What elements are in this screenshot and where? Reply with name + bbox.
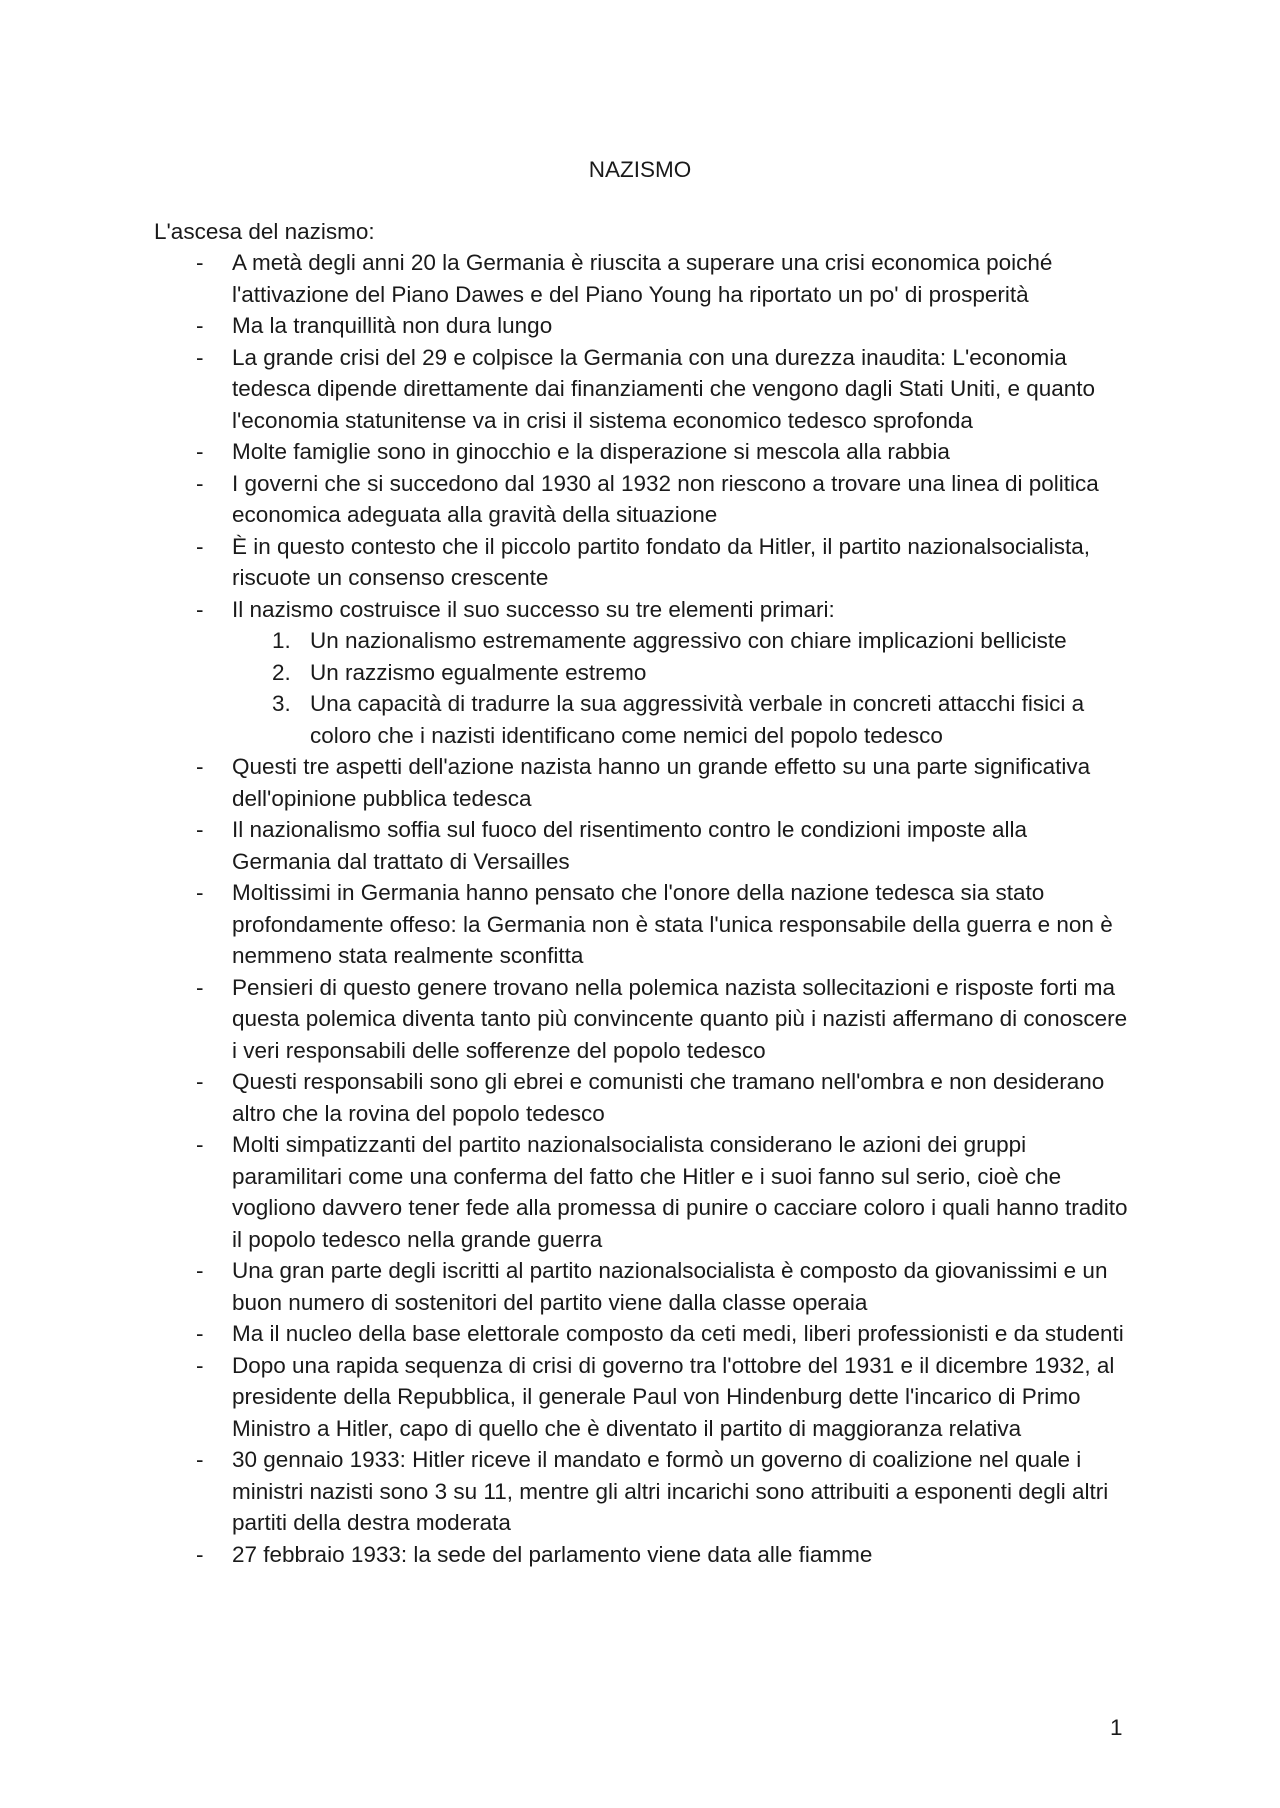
bullet-dash: - xyxy=(196,344,204,370)
list-item-text: Questi tre aspetti dell'azione nazista hanno un grande effetto su una parte significativa dell'opinione pubblica tedesca xyxy=(232,754,1091,811)
numbered-item-text: Una capacità di tradurre la sua aggressività verbale in concreti attacchi fisici a coloro che i nazisti identificano come nemici del popolo tedesco xyxy=(310,691,1085,748)
bullet-dash: - xyxy=(196,754,204,779)
list-item xyxy=(0,468,1132,531)
bullet-dash: - xyxy=(196,1541,204,1567)
list-item-text: A metà degli anni 20 la Germania è riuscita a superare una crisi economica poiché l'attivazione del Piano Dawes e del Piano Young ha riportato un po' di prosperità xyxy=(232,250,1053,307)
bullet-dash: - xyxy=(196,1352,204,1378)
list-item xyxy=(0,1129,1132,1255)
list-item-text: Pensieri di questo genere trovano nella polemica nazista sollecitazioni e risposte forti ma questa polemica diventa tanto più convincente quanto più i nazisti affermano di conoscere i veri responsabili delle sofferenze del popolo tedesco xyxy=(232,974,1128,1063)
list-item xyxy=(0,436,1132,468)
bullet-dash: - xyxy=(196,974,204,1000)
list-item xyxy=(0,531,1132,594)
list-item-text: Molti simpatizzanti del partito nazionalsocialista considerano le azioni dei gruppi paramilitari come una conferma del fatto che Hitler e i suoi fanno sul serio, cioè che vogliono davvero tener fede alla promessa di punire o cacciare coloro i quali hanno tradito il popolo tedesco nella grande guerra xyxy=(232,1132,1128,1252)
list-item xyxy=(0,342,1132,437)
bullet-dash: - xyxy=(196,470,204,496)
list-item xyxy=(0,1539,1132,1571)
list-item-text: Dopo una rapida sequenza di crisi di governo tra l'ottobre del 1931 e il dicembre 1932, al presidente della Repubblica, il generale Paul von Hindenburg dette l'incarico di Primo Ministro a Hitler, capo di quello che è diventato il partito di maggioranza relativa xyxy=(232,1352,1115,1441)
list-item-text: I governi che si succedono dal 1930 al 1932 non riescono a trovare una linea di politica economica adeguata alla gravità della situazione xyxy=(232,470,1099,527)
numbered-item-text: Un razzismo egualmente estremo xyxy=(310,659,647,685)
list-item xyxy=(0,1066,1132,1129)
bullet-dash: - xyxy=(196,313,204,338)
list-item-text: La grande crisi del 29 e colpisce la Germania con una durezza inaudita: L'economia tedesca dipende direttamente dai finanziamenti che vengono dagli Stati Uniti, e quanto l'economia statunitense va in crisi il sistema economico tedesco sprofonda xyxy=(232,344,1096,433)
list-item xyxy=(0,1444,1132,1539)
list-item-text: 27 febbraio 1933: la sede del parlamento viene data alle fiamme xyxy=(232,1541,873,1567)
document-title: NAZISMO xyxy=(588,157,692,182)
bullet-dash: - xyxy=(196,439,204,464)
list-item xyxy=(0,972,1132,1067)
list-item xyxy=(0,247,1132,310)
list-item xyxy=(0,310,1132,342)
list-item-text: Il nazionalismo soffia sul fuoco del risentimento contro le condizioni imposte alla Germania dal trattato di Versailles xyxy=(232,817,1028,874)
bullet-dash: - xyxy=(196,533,204,559)
bullet-list xyxy=(0,247,1132,1570)
numbered-list xyxy=(232,625,1132,751)
numbered-item-text: Un nazionalismo estremamente aggressivo con chiare implicazioni belliciste xyxy=(310,628,1067,653)
list-item-text: Ma la tranquillità non dura lungo xyxy=(232,313,553,338)
numbered-item xyxy=(232,688,1132,751)
item-number: 3. xyxy=(272,691,291,716)
bullet-dash: - xyxy=(196,1258,204,1283)
list-item-text: Una gran parte degli iscritti al partito nazionalsocialista è composto da giovanissimi e un buon numero di sostenitori del partito viene dalla classe operaia xyxy=(232,1258,1108,1315)
bullet-dash: - xyxy=(196,250,204,275)
list-item-text: Il nazismo costruisce il suo successo su tre elementi primari: xyxy=(232,596,835,622)
list-item xyxy=(0,877,1132,972)
list-item-text: Ma il nucleo della base elettorale composto da ceti medi, liberi professionisti e da studenti xyxy=(232,1321,1124,1346)
bullet-dash: - xyxy=(196,596,204,622)
list-item xyxy=(0,1318,1132,1350)
list-item-text: Molte famiglie sono in ginocchio e la disperazione si mescola alla rabbia xyxy=(232,439,950,464)
item-number: 1. xyxy=(272,628,291,653)
list-item-text: Questi responsabili sono gli ebrei e comunisti che tramano nell'ombra e non desiderano altro che la rovina del popolo tedesco xyxy=(232,1069,1105,1126)
list-item xyxy=(0,1350,1132,1445)
list-item-text: È in questo contesto che il piccolo partito fondato da Hitler, il partito nazionalsocialista, riscuote un consenso crescente xyxy=(232,533,1090,590)
item-number: 2. xyxy=(272,659,291,685)
list-item xyxy=(0,751,1132,814)
section-heading: L'ascesa del nazismo: xyxy=(154,219,375,244)
list-item-text: Moltissimi in Germania hanno pensato che l'onore della nazione tedesca sia stato profondamente offeso: la Germania non è stata l'unica responsabile della guerra e non è nemmeno stata realmente sconfitta xyxy=(232,880,1113,968)
bullet-dash: - xyxy=(196,1447,204,1472)
list-item xyxy=(0,1255,1132,1318)
list-item xyxy=(0,814,1132,877)
list-item-text: 30 gennaio 1933: Hitler riceve il mandato e formò un governo di coalizione nel quale i ministri nazisti sono 3 su 11, mentre gli altri incarichi sono attribuiti a esponenti degli altri partiti della destra moderata xyxy=(232,1447,1109,1535)
list-item xyxy=(0,594,1132,752)
page-number: 1 xyxy=(1110,1715,1123,1740)
bullet-dash: - xyxy=(196,880,204,905)
bullet-dash: - xyxy=(196,817,204,842)
numbered-item xyxy=(232,625,1132,657)
bullet-dash: - xyxy=(196,1321,204,1346)
bullet-dash: - xyxy=(196,1132,204,1157)
numbered-item xyxy=(232,657,1132,689)
bullet-dash: - xyxy=(196,1069,204,1094)
